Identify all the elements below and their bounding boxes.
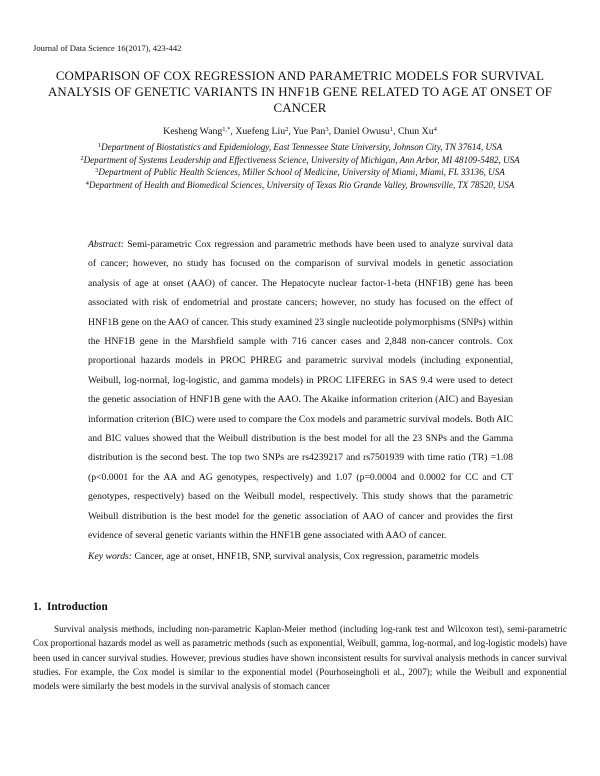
keywords [88, 547, 513, 566]
abstract-label: Abstract: [88, 239, 125, 250]
abstract [88, 235, 513, 566]
author: Kesheng Wang$^{1,*}$, [163, 126, 236, 137]
introduction-body [33, 622, 567, 693]
affiliations [40, 141, 560, 191]
section-heading-introduction: 1. Introduction [33, 601, 108, 613]
keywords-label: Key words: [88, 550, 133, 562]
author: Yue Pan$^3$, [292, 126, 334, 137]
affiliation: $^3$Department of Public Health Sciences, Miller School of Medicine, University of Miami, Miami, FL 33136, USA [95, 167, 505, 178]
author: Xuefeng Liu$^2$, [235, 126, 293, 137]
author: Daniel Owusu$^1$, [333, 126, 398, 137]
introduction-paragraph: Survival analysis methods, including non-parametric Kaplan-Meier method (including log-rank test and Wilcoxon test), semi-parametric Cox proportional hazards model as well as parametric methods (such as exponential, Weibull, gamma, log-normal, and log-logistic models) have been used in cancer survival studies. However, previous studies have shown inconsistent results for survival analysis methods in cancer survival studies. For example, the Cox model is similar to the exponential model (Pourhoseingholi et al., 2007); while the Weibull and exponential models were similarly the best models in the survival analysis of stomach cancer [33, 624, 567, 692]
journal-citation: Journal of Data Science 16(2017), 423-442 [33, 43, 182, 53]
abstract-paragraph [88, 235, 513, 546]
keywords-text: Cancer, age at onset, HNF1B, SNP, survival analysis, Cox regression, parametric models [134, 550, 479, 562]
affiliation: $^4$Department of Health and Biomedical Sciences, University of Texas Rio Grande Valley, Brownsville, TX 78520, USA [85, 179, 515, 190]
paper-title: COMPARISON OF COX REGRESSION AND PARAMETRIC MODELS FOR SURVIVAL ANALYSIS OF GENETIC VARIANTS IN HNF1B GENE RELATED TO AGE AT ONSET OF CANCER [47, 69, 553, 115]
affiliation: $^1$Department of Biostatistics and Epidemiology, East Tennessee State University, Johnson City, TN 37614, USA [97, 142, 503, 152]
affiliation: $^2$Department of Systems Leadership and Effectiveness Science, University of Michigan, Ann Arbor, MI 48109-5482, USA [80, 154, 520, 165]
author: Chun Xu$^4$ [397, 126, 437, 137]
author-list [40, 126, 560, 137]
abstract-text: Semi-parametric Cox regression and parametric methods have been used to analyze survival data of cancer; however, no study has focused on the comparison of survival models in genetic association analysis of age at onset (AAO) of cancer. The Hepatocyte nuclear factor-1-beta (HNF1B) gene has been associated with risk of endometrial and prostate cancers; however, no study has focused on the effect of HNF1B gene on the AAO of cancer. This study examined 23 single nucleotide polymorphisms (SNPs) within the HNF1B gene in the Marshfield sample with 716 cancer cases and 2,848 non-cancer controls. Cox proportional hazards models in PROC PHREG and parametric survival models (including exponential, Weibull, log-normal, log-logistic, and gamma models) in PROC LIFEREG in SAS 9.4 were used to detect the genetic association of HNF1B gene with the AAO. The Akaike information criterion (AIC) and Bayesian information criterion (BIC) were used to compare the Cox models and parametric survival models. Both AIC and BIC values showed that the Weibull distribution is the best model for all the 23 SNPs and the Gamma distribution is the second best. The top two SNPs are rs4239217 and rs7501939 with time ratio (TR) =1.08 (p<0.0001 for the AA and AG genotypes, respectively) and 1.07 (p=0.0004 and 0.0002 for CC and CT genotypes, respectively) based on the Weibull model, respectively. This study shows that the parametric Weibull distribution is the best model for the genetic association of AAO of cancer and provides the first evidence of several genetic variants within the HNF1B gene associated with AAO of cancer. [88, 239, 513, 542]
